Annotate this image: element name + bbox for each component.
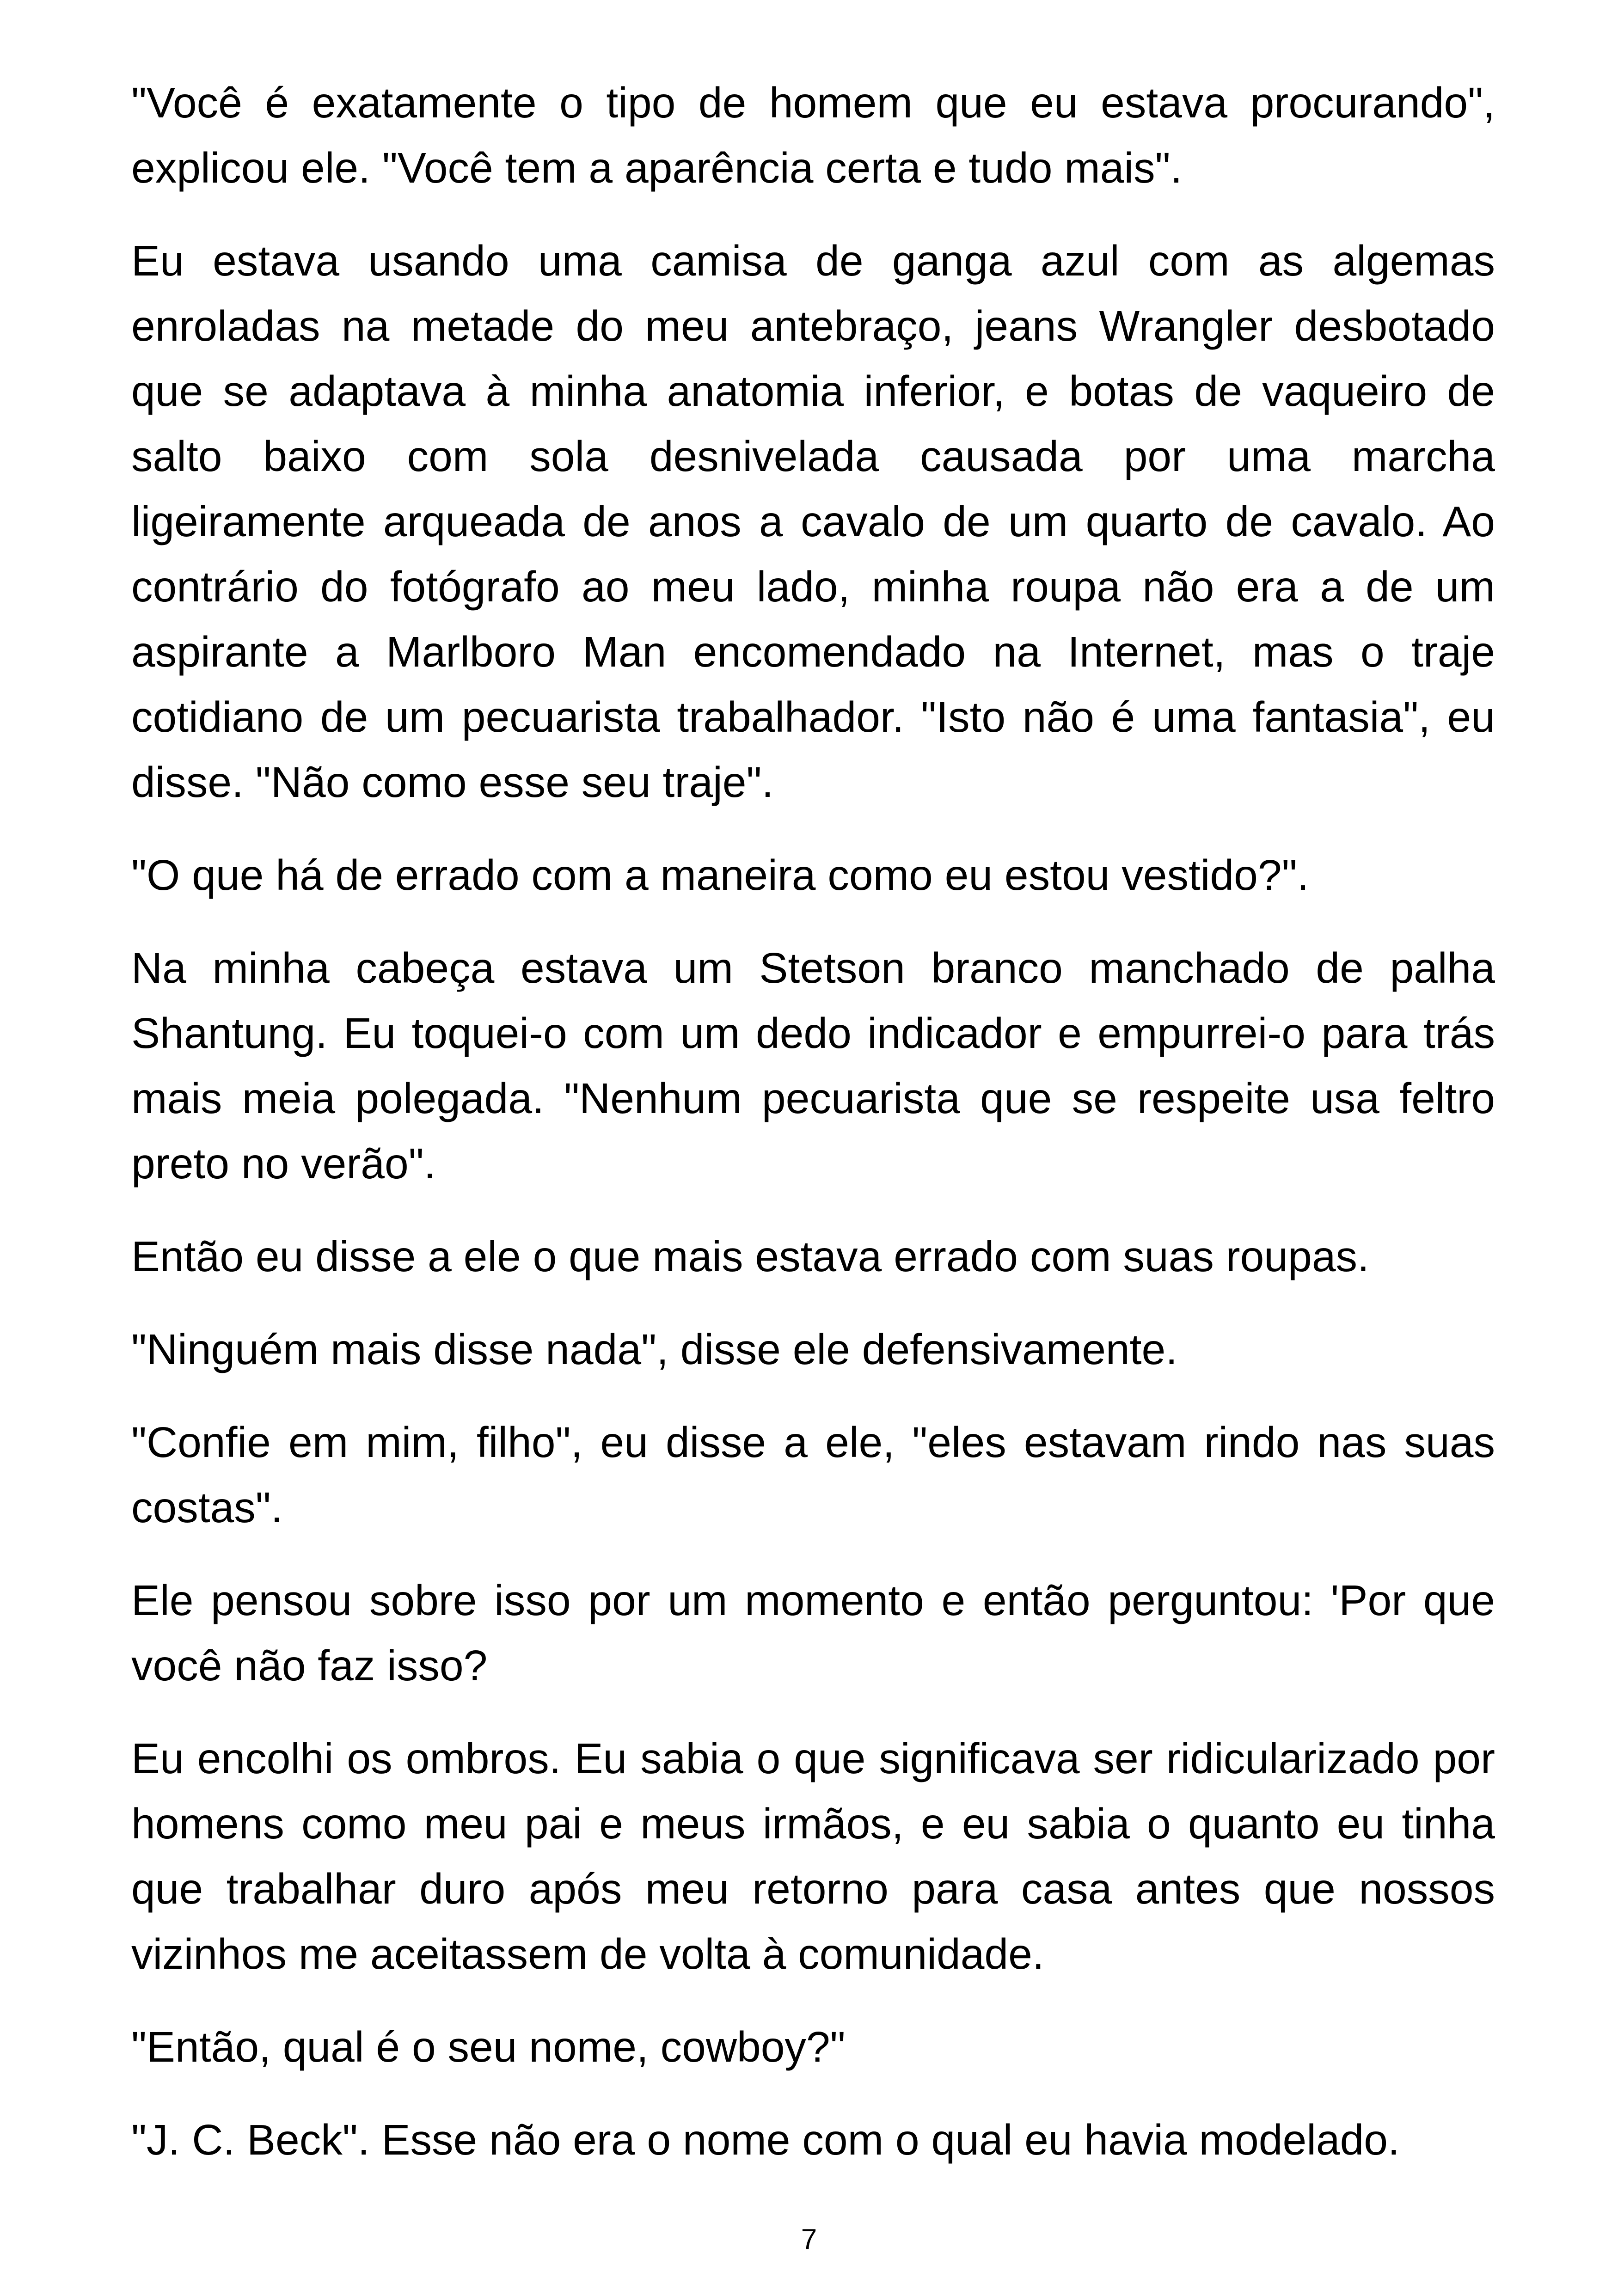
- paragraph: "Então, qual é o seu nome, cowboy?": [131, 2023, 846, 2071]
- paragraph: Ele pensou sobre isso por um momento e então perguntou: 'Por que você não faz isso?: [131, 1576, 1495, 1690]
- paragraph: Eu encolhi os ombros. Eu sabia o que significava ser ridicularizado por homens como meu pai e meus irmãos, e eu sabia o quanto eu tinha que trabalhar duro após meu retorno para casa antes que nossos vizinhos me aceitassem de volta à comunidade.: [131, 1734, 1495, 1978]
- paragraph: "Você é exatamente o tipo de homem que eu estava procurando", explicou ele. "Você tem a aparência certa e tudo mais".: [131, 79, 1495, 192]
- paragraph: Na minha cabeça estava um Stetson branco manchado de palha Shantung. Eu toquei-o com um dedo indicador e empurrei-o para trás mais meia polegada. "Nenhum pecuarista que se respeite usa feltro preto no verão".: [131, 944, 1495, 1188]
- paragraph: "J. C. Beck". Esse não era o nome com o qual eu havia modelado.: [131, 2116, 1400, 2164]
- paragraph: Eu estava usando uma camisa de ganga azul com as algemas enroladas na metade do meu antebraço, jeans Wrangler desbotado que se adaptava à minha anatomia inferior, e botas de vaqueiro de salto baixo com sola desnivelada causada por uma marcha ligeiramente arqueada de anos a cavalo de um quarto de cavalo. Ao contrário do fotógrafo ao meu lado, minha roupa não era a de um aspirante a Marlboro Man encomendado na Internet, mas o traje cotidiano de um pecuarista trabalhador. "Isto não é uma fantasia", eu disse. "Não como esse seu traje".: [131, 237, 1495, 806]
- page-body: [131, 70, 1495, 2173]
- page-number: 7: [801, 2223, 817, 2255]
- paragraph: "Confie em mim, filho", eu disse a ele, "eles estavam rindo nas suas costas".: [131, 1418, 1495, 1531]
- paragraph: "O que há de errado com a maneira como eu estou vestido?".: [131, 851, 1309, 899]
- paragraph: Então eu disse a ele o que mais estava errado com suas roupas.: [131, 1232, 1369, 1280]
- paragraph: "Ninguém mais disse nada", disse ele defensivamente.: [131, 1325, 1178, 1373]
